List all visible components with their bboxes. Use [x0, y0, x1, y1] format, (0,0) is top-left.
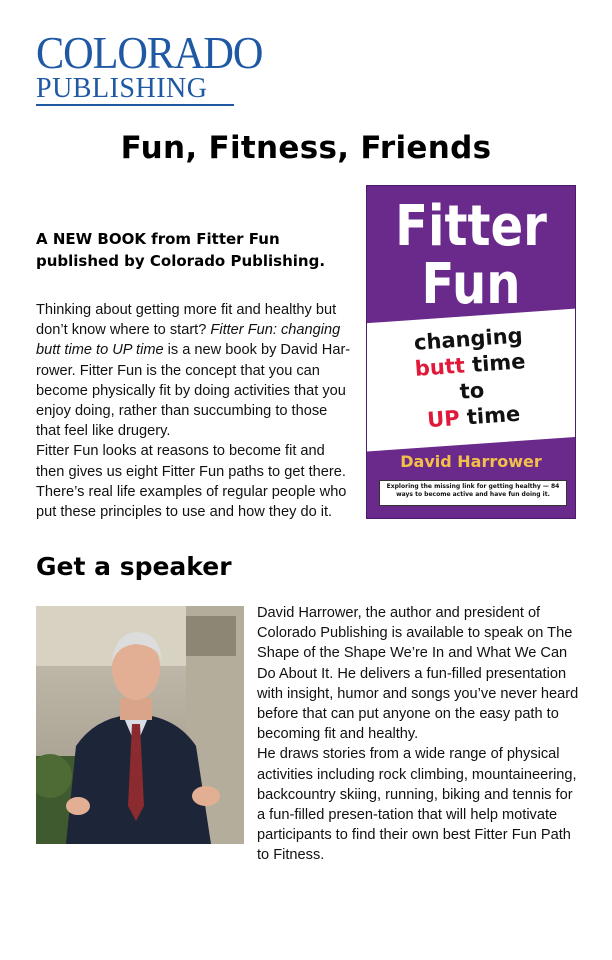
cover-title-line-2: Fun [421, 252, 521, 317]
logo-underline [36, 104, 234, 106]
book-cover [367, 186, 575, 518]
cover-title-line-1: Fitter [395, 194, 547, 259]
colorado-publishing-logo [36, 27, 263, 106]
cover-author: David Harrower [400, 452, 542, 471]
intro-line-2: published by Colorado Publishing. [36, 252, 326, 270]
speaker-description [257, 603, 579, 866]
cover-sub-up: UP [426, 405, 461, 433]
cover-sub-time-2: time [458, 401, 522, 430]
logo-line-2: PUBLISHING [36, 73, 208, 104]
cover-sub-time-1: time [463, 349, 527, 378]
speaker-paragraph-1: David Harrower, the author and president of Colorado Publishing is available to speak on The Shape of the Shape We’re In and What We Can Do About It. He delivers a fun-filled presentation with insight, humor and songs you’ve never heard before that can put anyone on the easy path to becoming fit and healthy. [257, 605, 579, 743]
page-headline: Fun, Fitness, Friends [120, 130, 492, 166]
book-para1-lead: Thinking about getting more fit and healthy but don’t know where to start? [36, 302, 337, 339]
speaker-photo [36, 606, 244, 844]
speaker-photo-illustration [36, 606, 244, 844]
book-description [36, 300, 354, 522]
book-intro [36, 228, 356, 272]
logo-line-1: COLORADO [36, 27, 263, 78]
cover-subtitle [367, 319, 575, 437]
speaker-paragraph-2: He draws stories from a wide range of physical activities including rock climbing, mountaineering, backcountry skiing, running, biking and tennis for a fun-filled presen-tation that will help motivate participants to find their own best Fitter Fun Path to Fitness. [257, 746, 577, 864]
book-para1-rest: is a new book by David Har-rower. Fitter Fun is the concept that you can become physically fit by doing activities that you enjoy doing, rather than succumbing to those that feel like drugery. [36, 342, 351, 440]
cover-sub-line-1: changing [413, 323, 524, 355]
book-paragraph-1 [36, 300, 354, 441]
intro-line-1: A NEW BOOK from Fitter Fun [36, 230, 280, 248]
book-title-inline: Fitter Fun: changing butt time to UP time [36, 322, 341, 359]
book-paragraph-2: Fitter Fun looks at reasons to become fit and then gives us eight Fitter Fun paths to get there. There’s real life examples of regular people who put these principles to use and how they do it. [36, 443, 347, 521]
cover-sub-line-3: to [458, 378, 485, 404]
cover-tagline: Exploring the missing link for getting healthy — 84 ways to become active and have fun doing it. [379, 480, 567, 506]
speaker-heading: Get a speaker [36, 552, 232, 581]
cover-sub-butt: butt [414, 353, 466, 381]
